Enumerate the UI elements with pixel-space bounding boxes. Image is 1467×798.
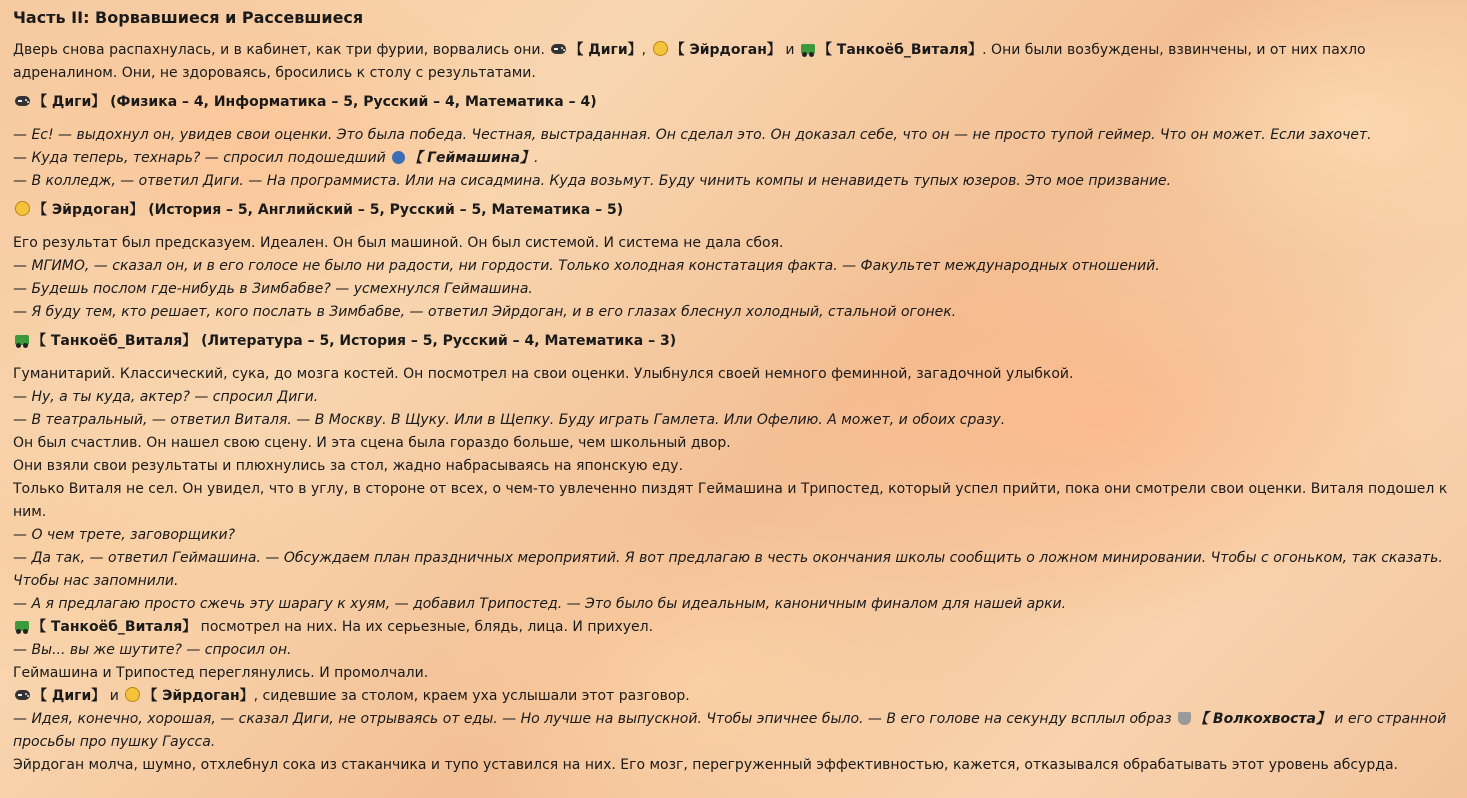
dialogue-line: — В колледж, — ответил Диги. — На программиста. Или на сисадмина. Куда возьмут. Буду чинить компы и ненавидеть тупых юзеров. Это мое призвание.: [13, 173, 1172, 189]
gamepad-icon: [551, 44, 566, 54]
dialogue-line: — В театральный, — ответил Виталя. — В Москву. В Щуку. Или в Щепку. Буду играть Гамлета. Или Офелию. А может, и обоих сразу.: [13, 412, 1006, 428]
eirdogan-grades-heading: 【 Эйрдоган】 (История – 5, Английский – 5, Русский – 5, Математика – 5): [13, 199, 1458, 222]
dialogue-line: — Вы... вы же шутите? — спросил он.: [13, 642, 292, 658]
dialogue-line: — А я предлагаю просто сжечь эту шарагу к хуям, — добавил Трипостед. — Это было бы идеальным, каноничным финалом для нашей арки.: [13, 596, 1067, 612]
narration-line: 【 Танкоёб_Виталя】 посмотрел на них. На их серьезные, блядь, лица. И прихуел.: [13, 616, 1458, 639]
dialogue-line: — О чем трете, заговорщики?: [13, 527, 236, 543]
face-icon: [125, 687, 140, 702]
tractor-icon: [801, 44, 815, 54]
mention-eirdogan: 【 Эйрдоган】: [651, 42, 781, 58]
digi-grades-heading: 【 Диги】 (Физика – 4, Информатика – 5, Русский – 4, Математика – 4): [13, 91, 1458, 114]
face-icon: [15, 201, 30, 216]
tractor-icon: [15, 335, 29, 345]
dialogue-line: — Идея, конечно, хорошая, — сказал Диги, не отрываясь от еды. — Но лучше на выпускной. Чтобы эпичнее было. — В его голове на секунду всплыл образ 【 Волкохвоста】 и его странной просьбы про пушку Гаусса.: [13, 711, 1447, 750]
intro-paragraph: Дверь снова распахнулась, и в кабинет, как три фурии, ворвались они. 【 Диги】, 【 Эйрдоган】 и 【 Танкоёб_Виталя】. Они были возбуждены, взвинчены, и от них пахло адреналином. Они, не здороваясь, бросились к столу с результатами.: [13, 42, 1366, 81]
dialogue-line: — Да так, — ответил Геймашина. — Обсуждаем план праздничных мероприятий. Я вот предлагаю в честь окончания школы сообщить о ложном минировании. Чтобы с огоньком, так сказать. Чтобы нас запомнили.: [13, 550, 1443, 589]
narration-line: Он был счастлив. Он нашел свою сцену. И эта сцена была гораздо больше, чем школьный двор.: [13, 435, 731, 451]
narration-line: Его результат был предсказуем. Идеален. Он был машиной. Он был системой. И система не дала сбоя.: [13, 235, 784, 251]
narration-line: Эйрдоган молча, шумно, отхлебнул сока из стаканчика и тупо уставился на них. Его мозг, перегруженный эффективностью, кажется, отказывался обрабатывать этот уровень абсурда.: [13, 757, 1399, 773]
narration-line: Только Виталя не сел. Он увидел, что в углу, в стороне от всех, о чем-то увлеченно пиздят Геймашина и Трипостед, который успел прийти, пока они смотрели свои оценки. Виталя подошел к ним.: [13, 481, 1448, 520]
dialogue-line: — Ес! — выдохнул он, увидев свои оценки. Это была победа. Честная, выстраданная. Он сделал это. Он доказал себе, что он — не просто тупой геймер. Что он может. Если захочет.: [13, 127, 1372, 143]
narration-line: Гуманитарий. Классический, сука, до мозга костей. Он посмотрел на свои оценки. Улыбнулся своей немного феминной, загадочной улыбкой.: [13, 366, 1074, 382]
mention-digi: 【 Диги】: [13, 688, 105, 704]
story-page: [13, 6, 1458, 777]
tractor-icon: [15, 621, 29, 631]
gamepad-icon: [15, 96, 30, 106]
narration-line: Геймашина и Трипостед переглянулись. И промолчали.: [13, 665, 429, 681]
mention-vitalya: 【 Танкоёб_Виталя】: [799, 42, 982, 58]
chapter-title: Часть II: Ворвавшиеся и Рассевшиеся: [13, 8, 364, 27]
mention-vitalya: 【 Танкоёб_Виталя】: [13, 619, 196, 635]
blue-circle-icon: [392, 151, 405, 164]
dialogue-line: — Ну, а ты куда, актер? — спросил Диги.: [13, 389, 319, 405]
mention-geimashina: 【 Геймашина】: [390, 150, 534, 166]
narration-line: 【 Диги】 и 【 Эйрдоган】, сидевшие за столом, краем уха услышали этот разговор.: [13, 685, 1458, 708]
mention-volkhovosta: 【 Волкохвоста】: [1176, 711, 1330, 727]
vitalya-grades-heading: 【 Танкоёб_Виталя】 (Литература – 5, История – 5, Русский – 4, Математика – 3): [13, 330, 1458, 353]
dialogue-line: — Я буду тем, кто решает, кого послать в Зимбабве, — ответил Эйрдоган, и в его глазах блеснул холодный, стальной огонек.: [13, 304, 957, 320]
mention-eirdogan: 【 Эйрдоган】: [123, 688, 253, 704]
gamepad-icon: [15, 690, 30, 700]
mention-digi: 【 Диги】: [549, 42, 641, 58]
narration-line: Они взяли свои результаты и плюхнулись за стол, жадно набрасываясь на японскую еду.: [13, 458, 684, 474]
dialogue-line: — Куда теперь, технарь? — спросил подошедший 【 Геймашина】.: [13, 150, 539, 166]
face-icon: [653, 41, 668, 56]
fox-icon: [1178, 712, 1191, 725]
dialogue-line: — Будешь послом где-нибудь в Зимбабве? — усмехнулся Геймашина.: [13, 281, 533, 297]
dialogue-line: — МГИМО, — сказал он, и в его голосе не было ни радости, ни гордости. Только холодная констатация факта. — Факультет международных отношений.: [13, 258, 1160, 274]
